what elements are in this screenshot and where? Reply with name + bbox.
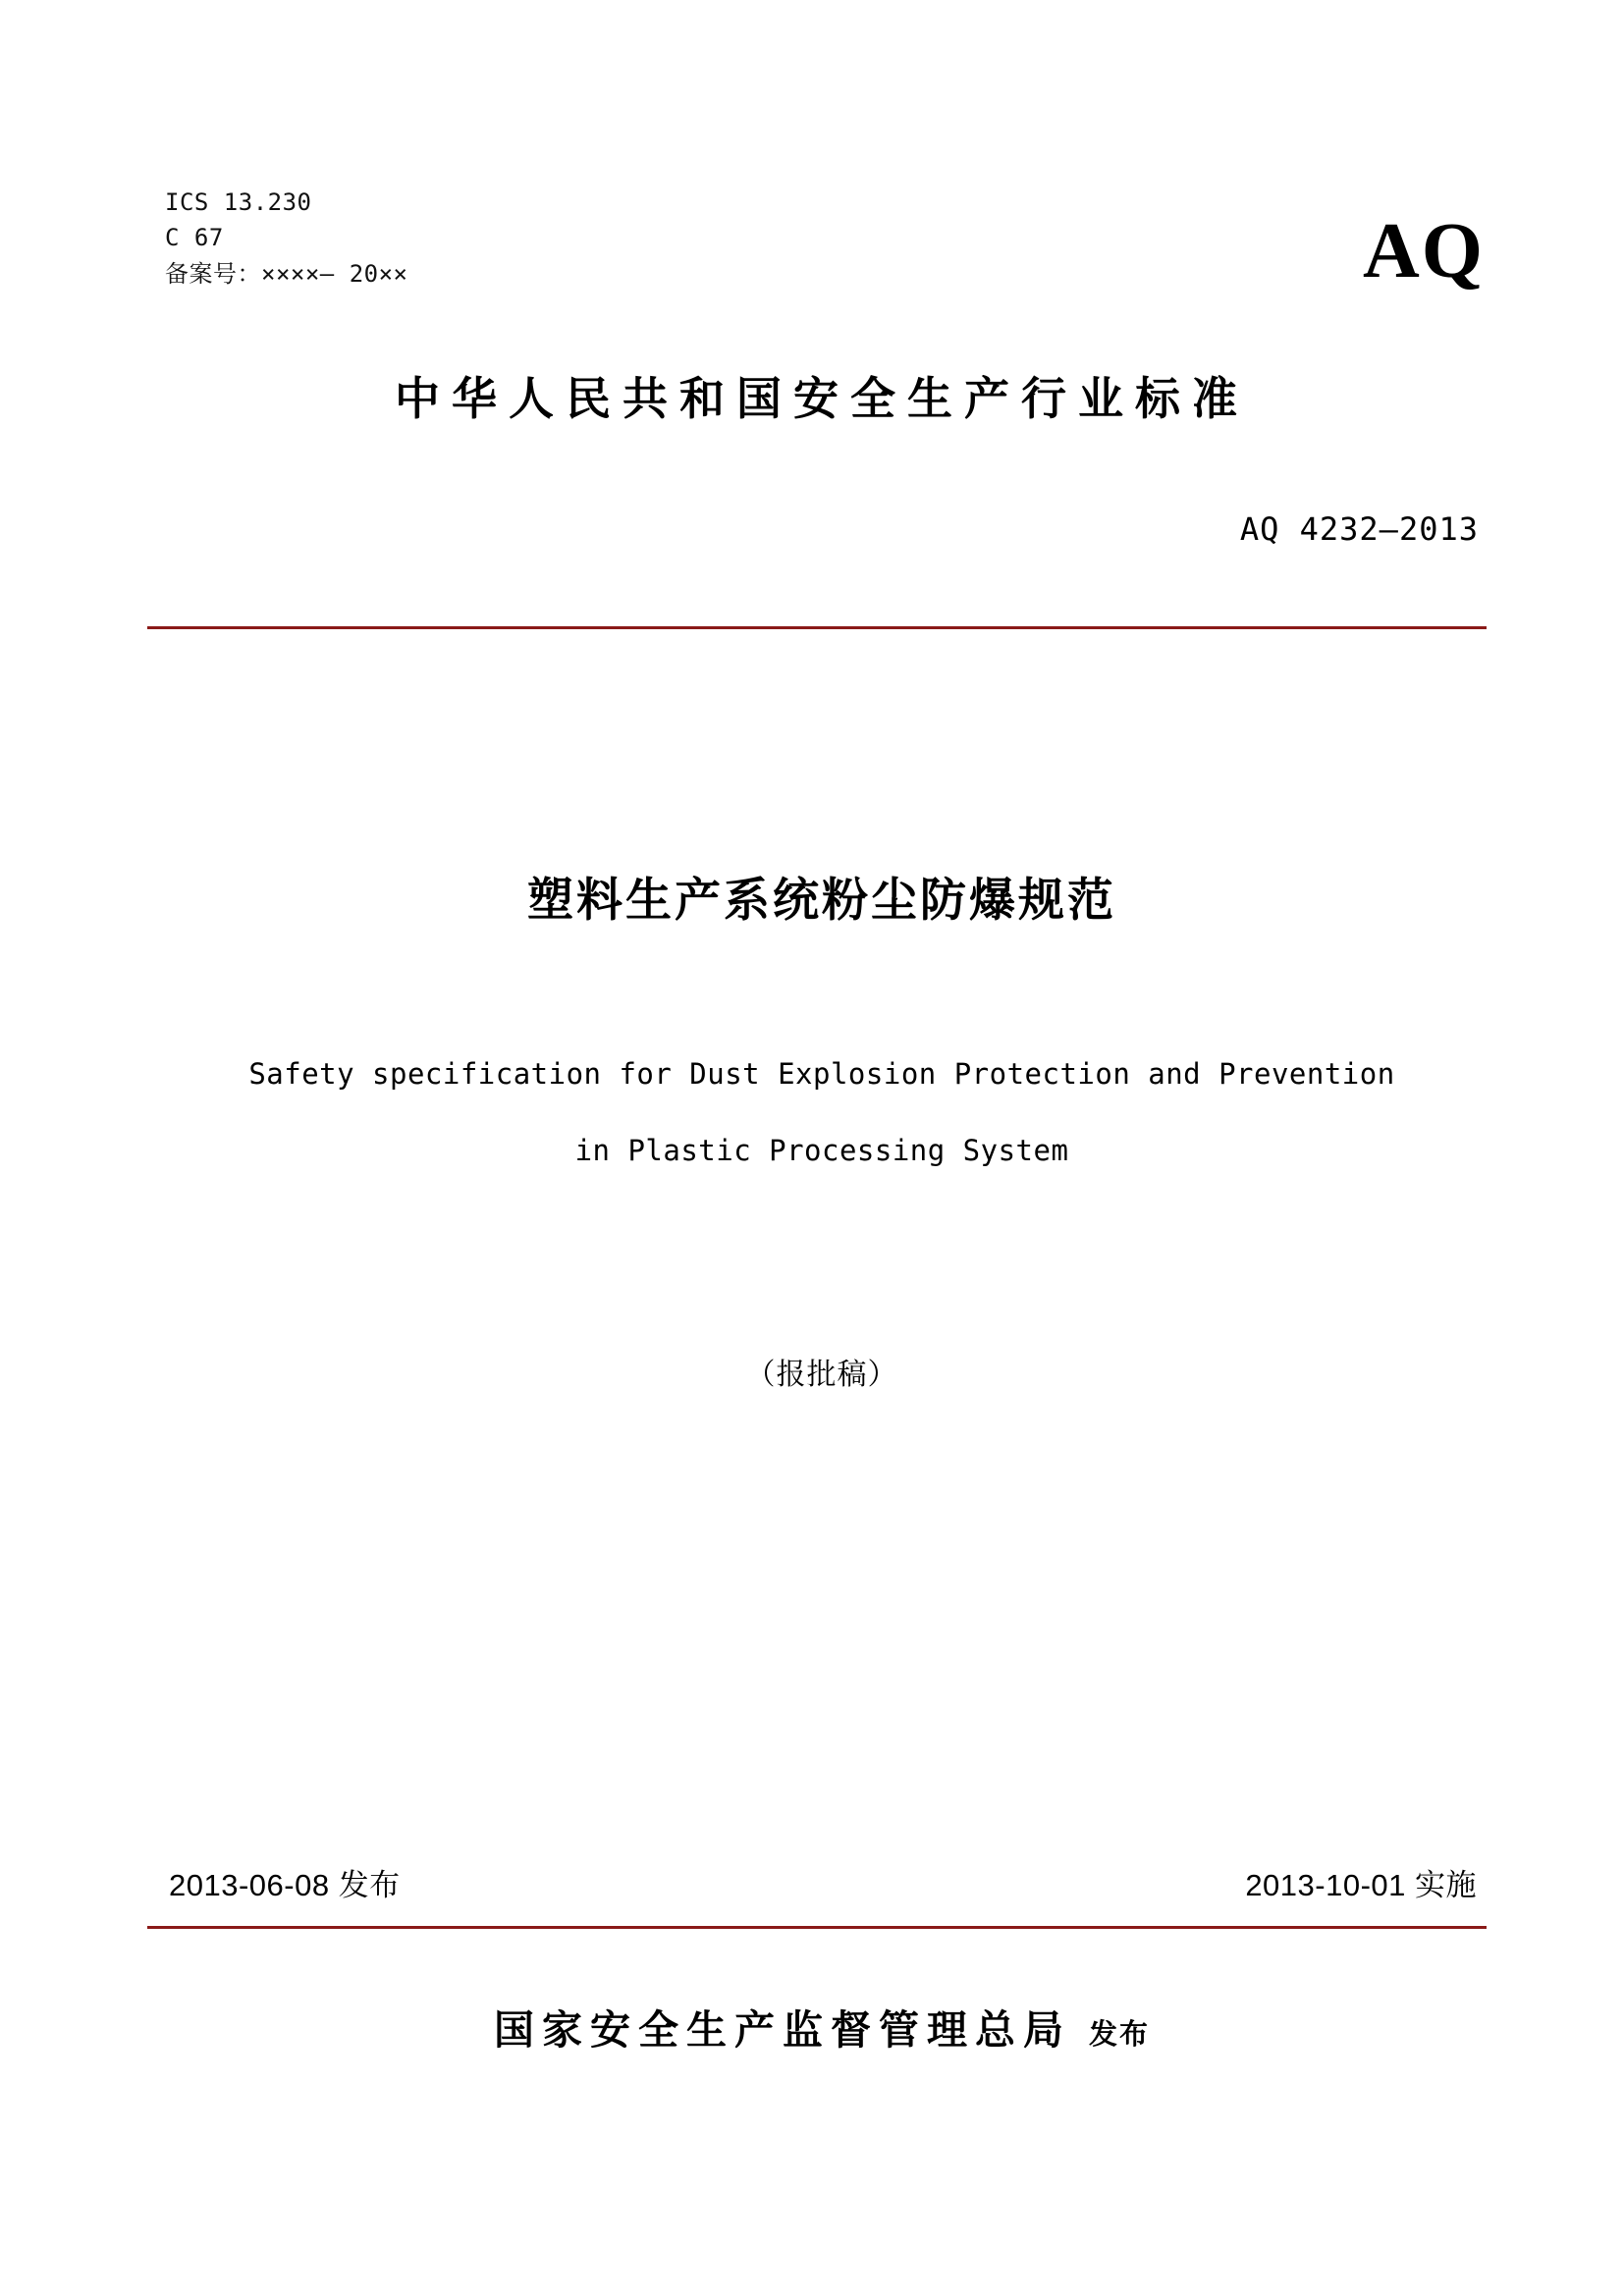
document-stage-label: （报批稿）: [745, 1359, 898, 1391]
document-title-english: [177, 1036, 1467, 1190]
document-title-chinese: 塑料生产系统粉尘防爆规范: [527, 874, 1116, 926]
classification-code: C 67: [165, 224, 224, 252]
standard-banner: 中华人民共和国安全生产行业标准: [395, 373, 1249, 424]
issue-date: 2013-06-08 发布: [169, 1868, 401, 1902]
publisher-line: [157, 1998, 1487, 2056]
ics-code: ICS 13.230: [165, 188, 312, 216]
top-divider: [147, 626, 1487, 629]
aq-logo: AQ: [1363, 208, 1485, 294]
header-metadata: [165, 185, 408, 292]
publisher-organization: 国家安全生产监督管理总局: [493, 2007, 1071, 2053]
bottom-divider: [147, 1926, 1487, 1929]
effective-date: 2013-10-01 实施: [1245, 1868, 1477, 1902]
record-number: 备案号：××××— 20××: [165, 259, 408, 288]
publisher-verb: 发布: [1088, 2019, 1150, 2051]
document-title-english-line1: Safety specification for Dust Explosion Protection and Prevention: [248, 1057, 1395, 1091]
document-title-english-line2: in Plastic Processing System: [574, 1134, 1069, 1168]
standard-number: AQ 4232—2013: [1239, 510, 1479, 548]
